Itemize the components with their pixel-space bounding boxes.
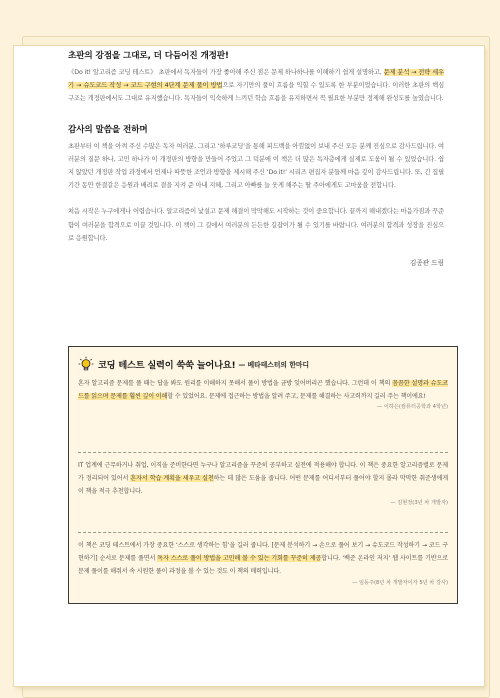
lightbulb-icon	[78, 356, 94, 372]
section-paragraph-encouragement: 처음 시작은 누구에게나 어렵습니다. 알고리즘이 낯설고 문제 해결이 막막해도 시작하는 것이 중요합니다. 끝까지 해내겠다는 마음가짐과 꾸준함이 여러분을 합격으로 이끌 것입니다. 이 책이 그 길에서 여러분의 든든한 길잡이가 될 수 있기를 바랍니다. 여러분의 합격과 성장을 진심으로 응원합니다.	[68, 208, 444, 242]
review-highlight: 혼자서 학습 계획을 세우고 실천	[130, 475, 214, 483]
box-header	[78, 355, 448, 373]
review-text: IT 업계에 근무하거나 취업, 이직을 준비한다면 누구나 알고리즘을 꾸준히 공부하고 실전에 적용해야 합니다. 이 책은 중요한 알고리즘별로 문제가 정리되어 있어서 혼자서 학습 계획을 세우고 실천하는 데 많은 도움을 줍니다. 어떤 문제를 어디서부터 풀어야 할지 몰라 막막한 취준생에게 이 책을 적극 추천합니다.	[78, 462, 448, 496]
review-attribution: — 임동주(8년 차 개발자이자 5년 차 강사)	[352, 579, 448, 586]
review-text: 혼자 알고리즘 문제를 풀 때는 답을 봐도 원리를 이해하지 못해서 풀이 방법을 금방 잊어버리곤 했습니다. 그런데 이 책의 꼼꼼한 설명과 슈도코드를 읽으며 문제를 훨씬 깊이 이해할 수 있었어요. 문제에 접근하는 방법을 알려 주고, 문제를 해결하는 사고력까지 길러 주는 책이에요!	[78, 380, 449, 401]
review-item	[78, 377, 448, 410]
section-heading-revision: 초판의 강점을 그대로, 더 다듬어진 개정판!	[68, 51, 229, 61]
review-attribution: — 김현정(3년 차 개발자)	[390, 499, 448, 506]
review-divider	[78, 532, 448, 533]
review-highlight: 독자 스스로 풀이 방법을 고민해 볼 수 있는 기회를 꾸준히 제공	[157, 555, 322, 563]
beta-tester-box	[68, 346, 458, 604]
section-heading-thanks: 감사의 말씀을 전하며	[68, 124, 148, 135]
author-signature: 김종관 드림	[410, 259, 444, 268]
review-item	[78, 459, 448, 506]
highlight-method: 문제 분석 → 전략 세우기 → 슈도코드 작성 → 코드 구현의 4단계 문제 풀이 방법	[68, 69, 444, 90]
review-highlight: 꼼꼼한 설명과 슈도코드를 읽으며 문제를 훨씬 깊이 이해	[78, 380, 449, 401]
box-subtitle: — 베타테스터의 한마디	[238, 361, 310, 369]
box-title: 코딩 테스트 실력이 쑥쑥 늘어나요!	[98, 360, 236, 371]
review-item	[78, 539, 448, 586]
section-paragraph-thanks: 초판부터 이 책을 아껴 주신 수많은 독자 여러분, 그리고 ‘하루코딩’을 통해 피드백을 아낌없이 보내 주신 모든 분께 진심으로 감사드립니다. 여러분의 질문 하나, 고민 하나가 이 개정판의 방향을 만들어 주었고 그 덕분에 이 책은 더 많은 독자층에게 실제로 도움이 될 수 있었습니다. 쉽지 않았던 개정판 작업 과정에서 언제나 따뜻한 조언과 방향을 제시해 주신 ‘Do it!’ 시리즈 편집자 분들께 마음 깊이 감사드립니다. 또, 긴 집필 기간 동안 한결같은 응원과 배려로 곁을 지켜 준 아내 지혜, 그리고 아빠를 늘 웃게 해주는 딸 주아에게도 고마움을 전합니다.	[68, 142, 444, 190]
preface-content	[68, 50, 444, 269]
review-attribution: — 이하은(컴퓨터공학과 4학년)	[377, 404, 448, 411]
review-divider	[78, 452, 448, 453]
section-paragraph-revision: 《Do it! 알고리즘 코딩 테스트》 초판에서 독자들이 가장 좋아해 주신 점은 문제 하나하나를 이해하기 쉽게 설명하고, 문제 분석 → 전략 세우기 → 슈도코드 작성 → 코드 구현의 4단계 문제 풀이 방법으로 자기만의 풀이 흐름을 익힐 수 있도록 한 부분이었습니다. 이러한 초판의 핵심 구조는 개정판에서도 그대로 유지했습니다. 독자들이 익숙하게 느끼던 학습 흐름을 유지하면서 꼭 필요한 부분만 정제해 완성도를 높였습니다.	[68, 69, 444, 103]
review-text: 이 책은 코딩 테스트에서 가장 중요한 ‘스스로 생각하는 힘’을 길러 줍니다. [문제 분석하기 → 손으로 풀어 보기 → 슈도코드 작성하기 → 코드 구현하기] 순서로 문제를 풀면서 독자 스스로 풀이 방법을 고민해 볼 수 있는 기회를 꾸준히 제공합니다. ‘백준 온라인 저지’ 웹 사이트를 기반으로 문제 풀이를 해줘서 속 시원한 풀이 과정을 볼 수 있는 것도 이 책의 매력입니다.	[78, 542, 448, 576]
